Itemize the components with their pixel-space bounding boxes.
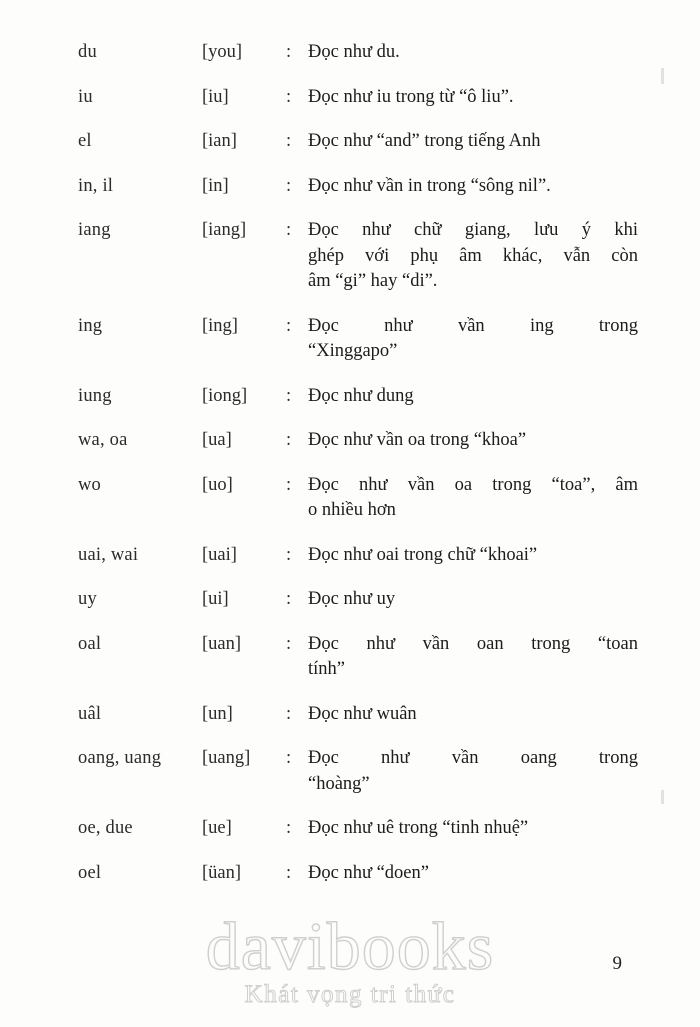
entry-separator: : bbox=[286, 131, 292, 152]
entry-ipa: [iu] bbox=[202, 86, 229, 107]
entry-description bbox=[308, 218, 638, 295]
entry-term: el bbox=[78, 131, 92, 152]
entry-description: Đọc như uê trong “tinh nhuệ” bbox=[308, 818, 529, 839]
entry-term: ing bbox=[78, 315, 103, 336]
entry-term: uy bbox=[78, 589, 97, 610]
entry-description: Đọc như dung bbox=[308, 385, 414, 406]
entry-description: Đọc như “and” trong tiếng Anh bbox=[308, 131, 541, 152]
entry-description-line: Đọc như chữ giang, lưu ý khi bbox=[308, 220, 638, 241]
entry-description-line: “hoàng” bbox=[308, 773, 370, 794]
entry-separator: : bbox=[286, 430, 292, 451]
entry-separator: : bbox=[286, 589, 292, 610]
entry-ipa: [uai] bbox=[202, 544, 237, 565]
entry-term: uâl bbox=[78, 703, 102, 724]
entry-separator: : bbox=[286, 86, 292, 107]
entry-ipa: [uo] bbox=[202, 474, 233, 495]
table-row bbox=[78, 702, 638, 728]
watermark-sub-text: Khát vọng tri thức bbox=[244, 981, 456, 1008]
page-number: 9 bbox=[612, 953, 622, 974]
entry-ipa: [iang] bbox=[202, 220, 247, 241]
entry-separator: : bbox=[286, 220, 292, 241]
entry-separator: : bbox=[286, 474, 292, 495]
entry-ipa: [ue] bbox=[202, 818, 232, 839]
entry-ipa: [ui] bbox=[202, 589, 229, 610]
entry-ipa: [in] bbox=[202, 175, 229, 196]
entry-term: iang bbox=[78, 220, 111, 241]
entry-description: Đọc như uy bbox=[308, 589, 396, 610]
entry-term: uai, wai bbox=[78, 544, 139, 565]
table-row bbox=[78, 587, 638, 613]
entry-description-line: tính” bbox=[308, 659, 345, 680]
table-row bbox=[78, 314, 638, 365]
entry-description: Đọc như vần oa trong “khoa” bbox=[308, 430, 527, 451]
entry-description: Đọc như du. bbox=[308, 42, 400, 62]
entry-term: iung bbox=[78, 385, 112, 406]
entry-description-line: Đọc như vần oa trong “toa”, âm bbox=[308, 474, 638, 495]
table-row bbox=[78, 218, 638, 295]
page-edge-mark bbox=[661, 790, 664, 804]
entry-description: Đọc như “doen” bbox=[308, 862, 429, 883]
entry-description bbox=[308, 314, 638, 365]
entry-separator: : bbox=[286, 42, 292, 62]
entry-description-line: “Xinggapo” bbox=[308, 341, 398, 362]
entry-description: Đọc như oai trong chữ “khoai” bbox=[308, 544, 538, 565]
table-row bbox=[78, 632, 638, 683]
entry-separator: : bbox=[286, 633, 292, 654]
entry-description: Đọc như vần in trong “sông nil”. bbox=[308, 175, 551, 196]
entry-description-line: ghép với phụ âm khác, vẫn còn bbox=[308, 245, 638, 266]
entry-term: iu bbox=[78, 86, 93, 107]
table-row bbox=[78, 174, 638, 200]
entry-term: oal bbox=[78, 633, 102, 654]
entry-term: oel bbox=[78, 862, 102, 883]
table-row bbox=[78, 473, 638, 524]
entry-term: wa, oa bbox=[78, 430, 128, 451]
entry-term: wo bbox=[78, 474, 102, 495]
page-edge-mark bbox=[661, 68, 664, 84]
table-row bbox=[78, 129, 638, 155]
entry-description-line: Đọc như vần ing trong bbox=[308, 315, 638, 336]
entry-term: du bbox=[78, 42, 97, 62]
table-row bbox=[78, 40, 638, 66]
pronunciation-table bbox=[78, 40, 638, 905]
table-row bbox=[78, 384, 638, 410]
entry-separator: : bbox=[286, 315, 292, 336]
entry-separator: : bbox=[286, 385, 292, 406]
table-row bbox=[78, 861, 638, 887]
entry-separator: : bbox=[286, 862, 292, 883]
entry-ipa: [un] bbox=[202, 703, 233, 724]
table-row bbox=[78, 746, 638, 797]
entry-ipa: [ian] bbox=[202, 131, 237, 152]
entry-ipa: [ing] bbox=[202, 315, 238, 336]
entry-description bbox=[308, 473, 638, 524]
watermark-main-text: davibooks bbox=[205, 908, 495, 985]
watermark bbox=[0, 908, 700, 1009]
table-row bbox=[78, 428, 638, 454]
entry-separator: : bbox=[286, 544, 292, 565]
entry-ipa: [üan] bbox=[202, 862, 242, 883]
entry-description: Đọc như iu trong từ “ô liu”. bbox=[308, 86, 514, 107]
table-row bbox=[78, 816, 638, 842]
entry-description: Đọc như wuân bbox=[308, 703, 417, 724]
entry-description-line: âm “gi” hay “di”. bbox=[308, 271, 438, 292]
table-row bbox=[78, 543, 638, 569]
entry-description-line: o nhiều hơn bbox=[308, 500, 396, 521]
entry-description-line: Đọc như vần oan trong “toan bbox=[308, 633, 638, 654]
entry-ipa: [ua] bbox=[202, 430, 232, 451]
entry-separator: : bbox=[286, 703, 292, 724]
entry-separator: : bbox=[286, 175, 292, 196]
entry-term: in, il bbox=[78, 175, 114, 196]
entry-ipa: [uan] bbox=[202, 633, 242, 654]
table-row bbox=[78, 85, 638, 111]
entry-description-line: Đọc như vần oang trong bbox=[308, 748, 638, 769]
entry-separator: : bbox=[286, 748, 292, 769]
entry-ipa: [uang] bbox=[202, 748, 251, 769]
entry-separator: : bbox=[286, 818, 292, 839]
entry-term: oe, due bbox=[78, 818, 133, 839]
entry-description bbox=[308, 746, 638, 797]
entry-ipa: [you] bbox=[202, 42, 243, 62]
entry-description bbox=[308, 632, 638, 683]
entry-ipa: [iong] bbox=[202, 385, 248, 406]
entry-term: oang, uang bbox=[78, 748, 162, 769]
